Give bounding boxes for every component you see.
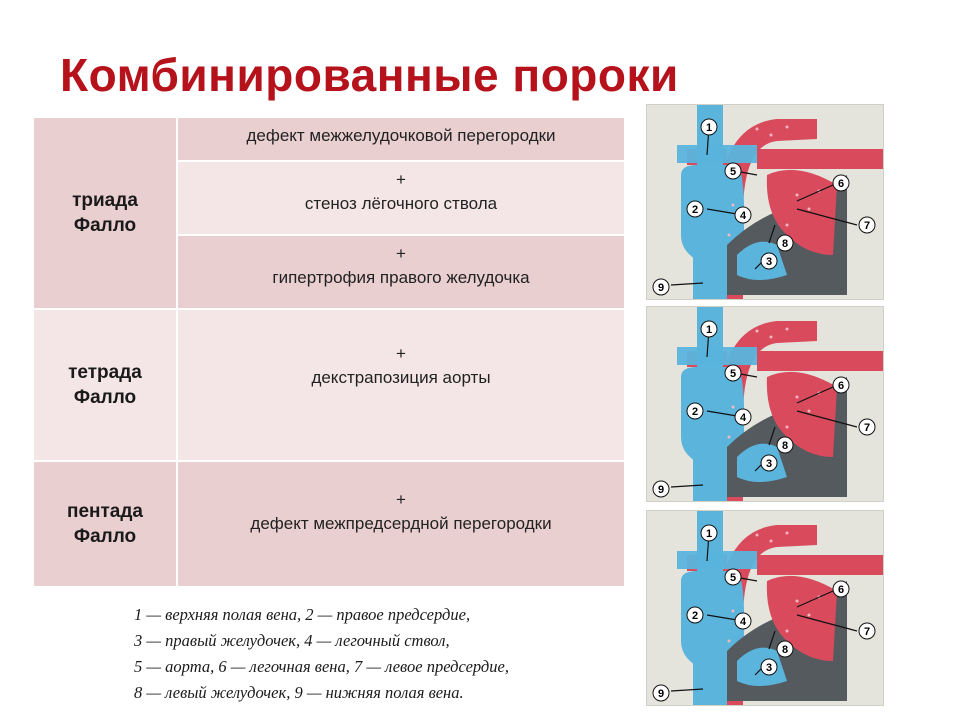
page-title: Комбинированные пороки — [60, 49, 679, 101]
label-9: 9 — [657, 484, 665, 496]
label-3: 3 — [765, 458, 773, 470]
label-6: 6 — [837, 178, 845, 190]
legend-line: 3 — правый желудочек, 4 — легочный ствол, — [134, 631, 450, 650]
heart-diagram-tetrad — [646, 306, 884, 502]
plus-sign: + — [396, 490, 406, 509]
label-1: 1 — [705, 122, 713, 134]
heart-diagram-pentad — [646, 510, 884, 706]
table-cell — [178, 118, 624, 160]
legend-line: 8 — левый желудочек, 9 — нижняя полая вена. — [134, 683, 464, 702]
pulmonary-vein-shape — [757, 149, 884, 169]
label-4: 4 — [739, 210, 747, 222]
row-name-tetrad — [34, 310, 176, 460]
label-7: 7 — [863, 220, 871, 232]
label-2: 2 — [691, 204, 699, 216]
defects-table — [34, 118, 624, 586]
label-1: 1 — [705, 528, 713, 540]
table-cell — [178, 236, 624, 308]
pulmonary-trunk-shape — [677, 145, 757, 163]
label-3: 3 — [765, 256, 773, 268]
cell-text: декстрапозиция аорты — [311, 368, 491, 387]
pulmonary-vein-shape — [757, 555, 884, 575]
plus-sign: + — [396, 244, 406, 263]
cell-text: стеноз лёгочного ствола — [304, 194, 498, 213]
label-9: 9 — [657, 688, 665, 700]
plus-sign: + — [396, 170, 406, 189]
label-6: 6 — [837, 584, 845, 596]
table-cell — [178, 462, 624, 586]
label-9: 9 — [657, 282, 665, 294]
label-2: 2 — [691, 610, 699, 622]
label-5: 5 — [729, 572, 737, 584]
legend — [134, 602, 509, 706]
pulmonary-trunk-shape — [677, 551, 757, 569]
label-8: 8 — [781, 238, 789, 250]
inferior-vena-cava-shape — [693, 255, 727, 300]
label-7: 7 — [863, 422, 871, 434]
label-7: 7 — [863, 626, 871, 638]
label-1: 1 — [705, 324, 713, 336]
table-cell — [178, 162, 624, 234]
label-5: 5 — [729, 166, 737, 178]
pulmonary-vein-shape — [757, 351, 884, 371]
inferior-vena-cava-shape — [693, 457, 727, 502]
row-name-label: тетрада Фалло — [68, 362, 142, 408]
table-cell — [178, 310, 624, 460]
pulmonary-trunk-shape — [677, 347, 757, 365]
label-5: 5 — [729, 368, 737, 380]
row-name-triad — [34, 118, 176, 308]
cell-text: дефект межжелудочковой перегородки — [246, 126, 556, 145]
label-8: 8 — [781, 440, 789, 452]
row-name-label: триада Фалло — [72, 190, 138, 236]
plus-sign: + — [396, 344, 406, 363]
row-name-label: пентада Фалло — [66, 501, 144, 547]
cell-text: гипертрофия правого желудочка — [272, 268, 530, 287]
legend-line: 5 — аорта, 6 — легочная вена, 7 — левое предсердие, — [134, 657, 509, 676]
row-name-pentad — [34, 462, 176, 586]
label-4: 4 — [739, 412, 747, 424]
label-6: 6 — [837, 380, 845, 392]
label-4: 4 — [739, 616, 747, 628]
heart-diagram-triad — [646, 104, 884, 300]
label-2: 2 — [691, 406, 699, 418]
cell-text: дефект межпредсердной перегородки — [250, 514, 552, 533]
label-3: 3 — [765, 662, 773, 674]
label-8: 8 — [781, 644, 789, 656]
inferior-vena-cava-shape — [693, 661, 727, 706]
legend-line: 1 — верхняя полая вена, 2 — правое предсердие, — [134, 605, 471, 624]
